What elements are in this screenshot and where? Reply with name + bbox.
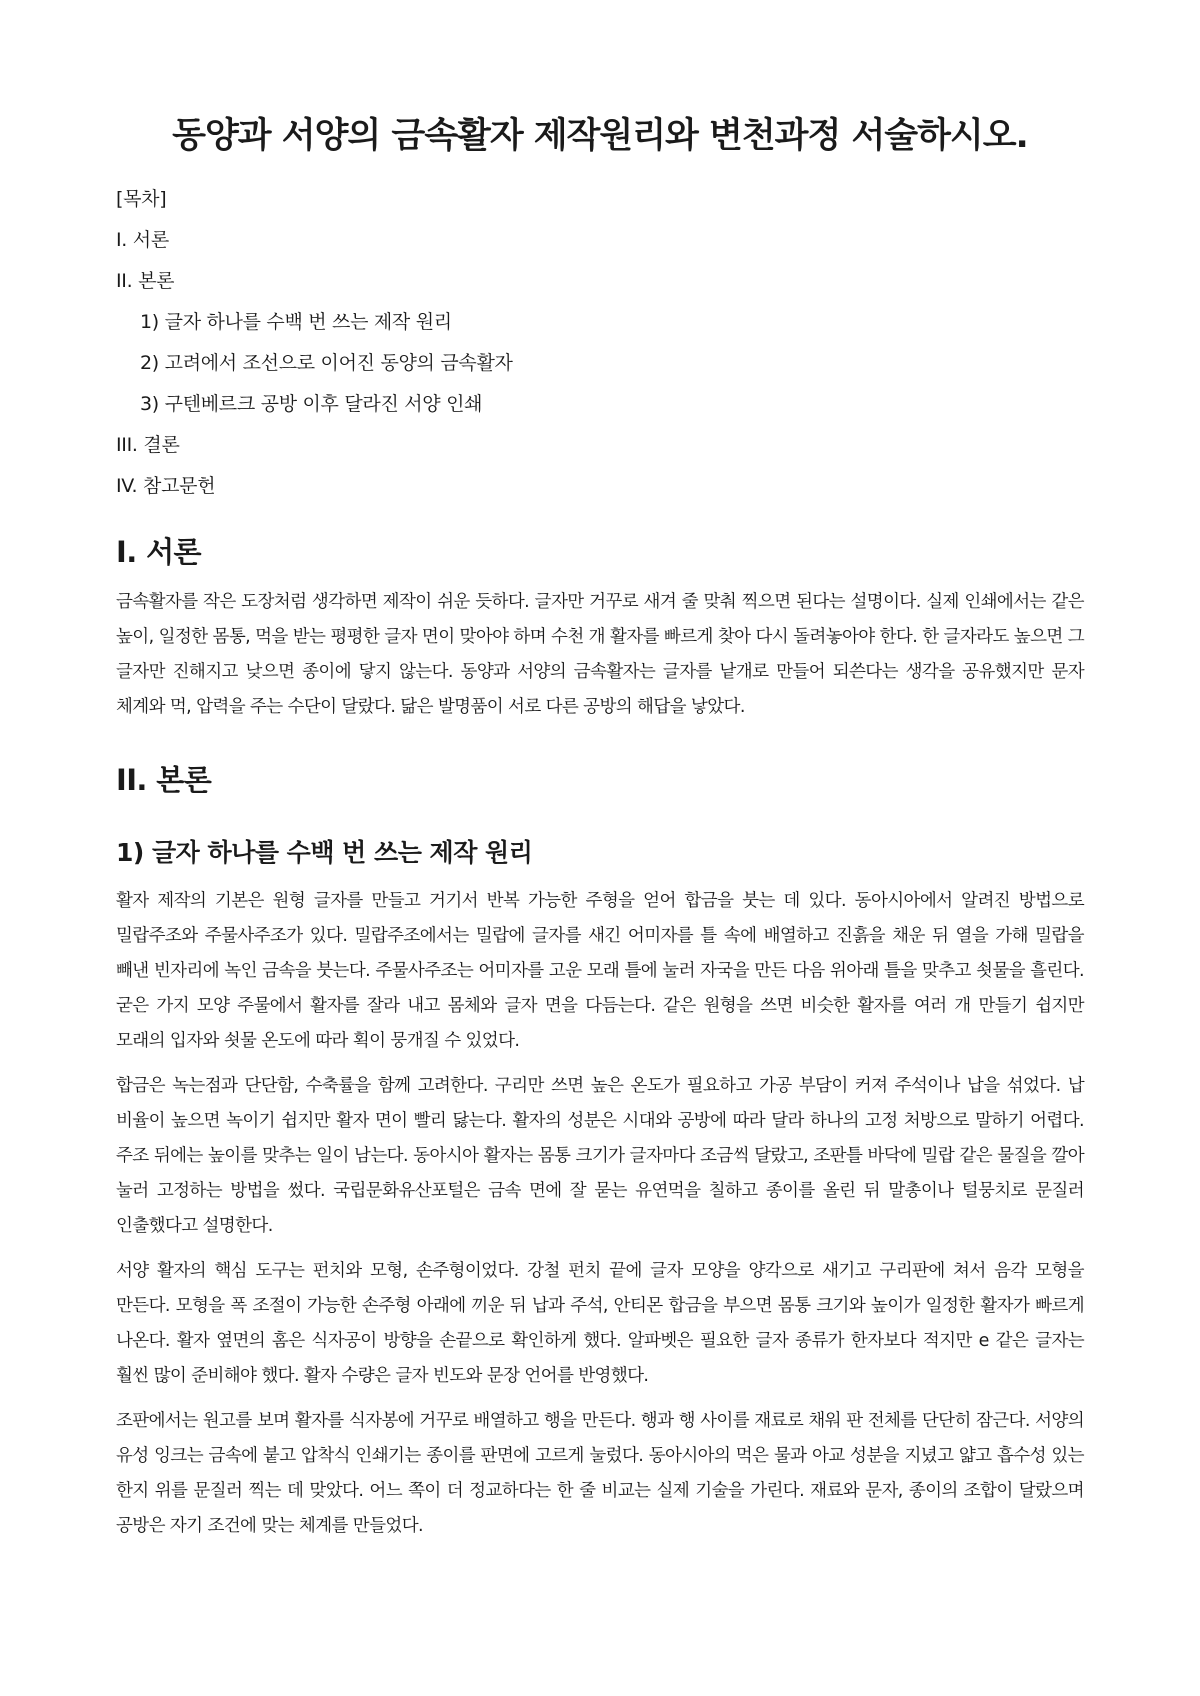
body-paragraph-casting-methods: 활자 제작의 기본은 원형 글자를 만들고 거기서 반복 가능한 주형을 얻어 합금을 붓는 데 있다. 동아시아에서 알려진 방법으로 밀랍주조와 주물사주조가 있다. 밀랍주조에서는 밀랍에 글자를 새긴 어미자를 틀 속에 배열하고 진흙을 채운 뒤 열을 가해 밀랍을 빼낸 빈자리에 녹인 금속을 붓는다. 주물사주조는 어미자를 고운 모래 틀에 눌러 자국을 만든 다음 위아래 틀을 맞추고 쇳물을 흘린다. 굳은 가지 모양 주물에서 활자를 잘라 내고 몸체와 글자 면을 다듬는다. 같은 원형을 쓰면 비슷한 활자를 여러 개 만들기 쉽지만 모래의 입자와 쇳물 온도에 따라 획이 뭉개질 수 있었다. xyxy=(116,891,1084,1051)
document-title: 동양과 서양의 금속활자 제작원리와 변천과정 서술하시오. xyxy=(172,116,1028,156)
table-of-contents xyxy=(116,186,1084,499)
toc-item-subsection-2: 2) 고려에서 조선으로 이어진 동양의 금속활자 xyxy=(140,352,513,374)
body-paragraph-typesetting: 조판에서는 원고를 보며 활자를 식자봉에 거꾸로 배열하고 행을 만든다. 행과 행 사이를 재료로 채워 판 전체를 단단히 잠근다. 서양의 유성 잉크는 금속에 붙고 압착식 인쇄기는 종이를 판면에 고르게 눌렀다. 동아시아의 먹은 물과 아교 성분을 지녔고 얇고 흡수성 있는 한지 위를 문질러 찍는 데 맞았다. 어느 쪽이 더 정교하다는 한 줄 비교는 실제 기술을 가린다. 재료와 문자, 종이의 조합이 달랐으며 공방은 자기 조건에 맞는 체계를 만들었다. xyxy=(116,1411,1084,1536)
toc-heading: [목차] xyxy=(116,188,167,210)
toc-item-conclusion: III. 결론 xyxy=(116,434,180,456)
body-paragraph-western-type: 서양 활자의 핵심 도구는 펀치와 모형, 손주형이었다. 강철 펀치 끝에 글자 모양을 양각으로 새기고 구리판에 쳐서 음각 모형을 만든다. 모형을 폭 조절이 가능한 손주형 아래에 끼운 뒤 납과 주석, 안티몬 합금을 부으면 몸통 크기와 높이가 일정한 활자가 빠르게 나온다. 활자 옆면의 홈은 식자공이 방향을 손끝으로 확인하게 했다. 알파벳은 필요한 글자 종류가 한자보다 적지만 e 같은 글자는 훨씬 많이 준비해야 했다. 활자 수량은 글자 빈도와 문장 언어를 반영했다. xyxy=(116,1261,1084,1386)
toc-item-subsection-1: 1) 글자 하나를 수백 번 쓰는 제작 원리 xyxy=(140,311,452,333)
toc-item-introduction: I. 서론 xyxy=(116,229,169,251)
section-heading-main-body: II. 본론 xyxy=(116,763,212,797)
introduction-paragraph: 금속활자를 작은 도장처럼 생각하면 제작이 쉬운 듯하다. 글자만 거꾸로 새겨 줄 맞춰 찍으면 된다는 설명이다. 실제 인쇄에서는 같은 높이, 일정한 몸통, 먹을 받는 평평한 글자 면이 맞아야 하며 수천 개 활자를 빠르게 찾아 다시 돌려놓아야 한다. 한 글자라도 높으면 그 글자만 진해지고 낮으면 종이에 닿지 않는다. 동양과 서양의 금속활자는 글자를 낱개로 만들어 되쓴다는 생각을 공유했지만 문자 체계와 먹, 압력을 주는 수단이 달랐다. 닮은 발명품이 서로 다른 공방의 해답을 낳았다. xyxy=(116,592,1084,717)
subsection-heading-production-principle: 1) 글자 하나를 수백 번 쓰는 제작 원리 xyxy=(116,838,533,867)
toc-item-main-body: II. 본론 xyxy=(116,270,175,292)
section-heading-introduction: I. 서론 xyxy=(116,535,201,569)
toc-item-references: IV. 참고문헌 xyxy=(116,475,216,497)
toc-item-subsection-3: 3) 구텐베르크 공방 이후 달라진 서양 인쇄 xyxy=(140,393,483,415)
body-paragraph-alloys: 합금은 녹는점과 단단함, 수축률을 함께 고려한다. 구리만 쓰면 높은 온도가 필요하고 가공 부담이 커져 주석이나 납을 섞었다. 납 비율이 높으면 녹이기 쉽지만 활자 면이 빨리 닳는다. 활자의 성분은 시대와 공방에 따라 달라 하나의 고정 처방으로 말하기 어렵다. 주조 뒤에는 높이를 맞추는 일이 남는다. 동아시아 활자는 몸통 크기가 글자마다 조금씩 달랐고, 조판틀 바닥에 밀랍 같은 물질을 깔아 눌러 고정하는 방법을 썼다. 국립문화유산포털은 금속 면에 잘 묻는 유연먹을 칠하고 종이를 올린 뒤 말총이나 털뭉치로 문질러 인출했다고 설명한다. xyxy=(116,1076,1084,1236)
